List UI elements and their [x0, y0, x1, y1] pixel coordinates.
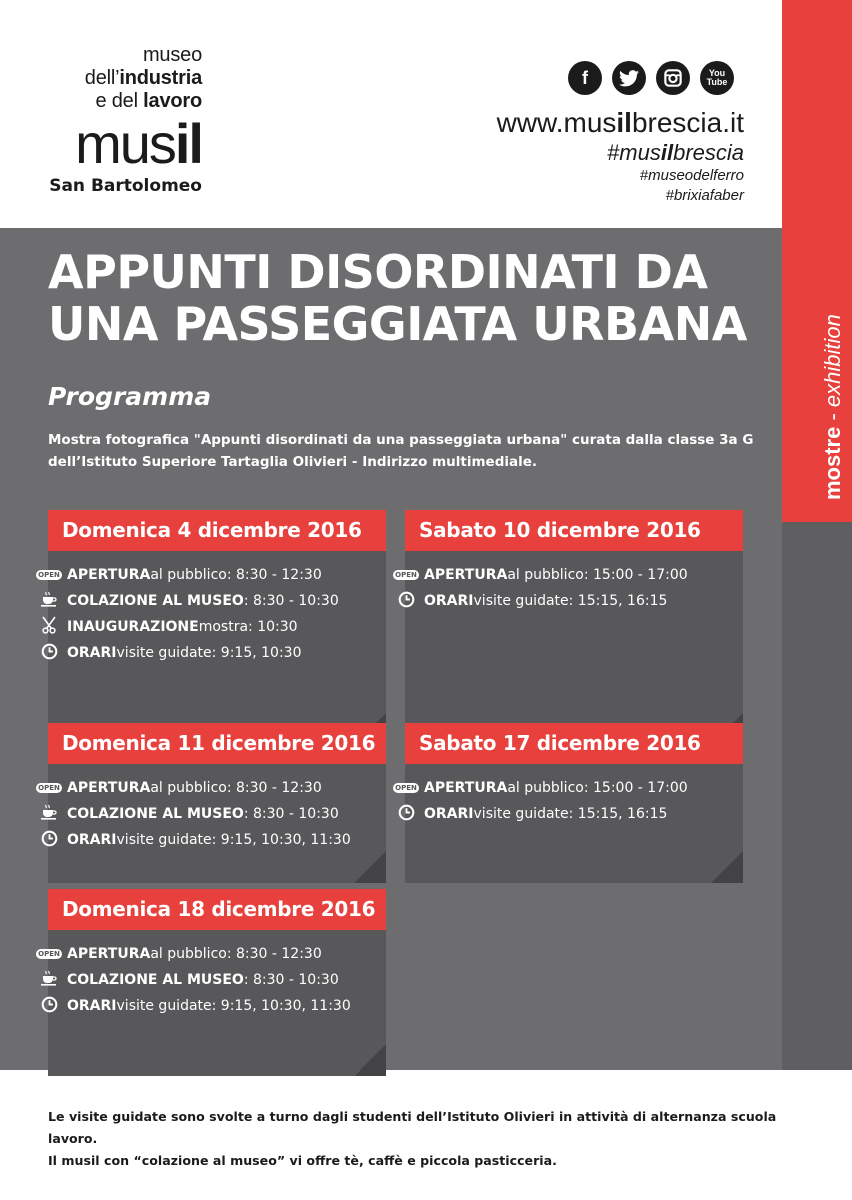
- title-line-1: APPUNTI DISORDINATI DA: [48, 245, 708, 299]
- schedule-item-label: ORARI: [424, 593, 474, 609]
- schedule-item: [38, 591, 339, 611]
- hashtag-part-1: #mus: [607, 140, 661, 165]
- scissors-icon: [38, 617, 60, 637]
- schedule-item: [38, 944, 322, 964]
- side-band-grey: [782, 522, 852, 1070]
- schedule-item-detail: al pubblico: 8:30 - 12:30: [150, 946, 322, 962]
- schedule-item-detail: al pubblico: 15:00 - 17:00: [507, 780, 688, 796]
- header: [0, 0, 782, 228]
- card-date: Domenica 4 dicembre 2016: [48, 510, 386, 551]
- website-url[interactable]: [497, 106, 744, 140]
- schedule-item-detail: al pubblico: 8:30 - 12:30: [150, 567, 322, 583]
- logo-line2-bold: industria: [119, 67, 202, 89]
- card-date: Sabato 17 dicembre 2016: [405, 723, 743, 764]
- open-icon: [38, 944, 60, 964]
- hashtag-musilbrescia: [497, 140, 744, 166]
- schedule-item-label: APERTURA: [424, 780, 508, 796]
- open-icon: [38, 565, 60, 585]
- clock-icon: [395, 591, 417, 611]
- logo-brand-prefix: mus: [75, 112, 175, 175]
- logo-brand-bold: il: [174, 112, 202, 175]
- programma-heading: Programma: [48, 382, 212, 411]
- schedule-item-label: INAUGURAZIONE: [67, 619, 199, 635]
- schedule-item: [38, 778, 322, 798]
- schedule-item-label: ORARI: [67, 832, 117, 848]
- clock-icon: [38, 643, 60, 663]
- url-part-1: www.mus: [496, 107, 617, 138]
- schedule-item-detail: visite guidate: 9:15, 10:30, 11:30: [116, 832, 351, 848]
- schedule-item-label: APERTURA: [67, 780, 151, 796]
- logo-line3-bold: lavoro: [143, 90, 202, 112]
- schedule-item-label: ORARI: [67, 998, 117, 1014]
- footer-line2-a: Il mus: [48, 1153, 91, 1168]
- schedule-item: [38, 970, 339, 990]
- band-label-exhibition: exhibition: [820, 314, 845, 408]
- logo-line-museo: museo: [142, 44, 202, 66]
- schedule-item-detail: visite guidate: 15:15, 16:15: [473, 593, 668, 609]
- clock-icon: [38, 996, 60, 1016]
- open-icon: [38, 778, 60, 798]
- title-line-2: UNA PASSEGGIATA URBANA: [48, 297, 747, 351]
- band-label-sep: -: [820, 407, 845, 427]
- schedule-item-label: ORARI: [424, 806, 474, 822]
- schedule-item: [38, 643, 302, 663]
- footer-line-2: [48, 1150, 808, 1172]
- schedule-item: [38, 617, 298, 637]
- logo-brand-musil: [40, 112, 202, 175]
- band-label-mostre: mostre: [820, 426, 845, 500]
- footer-line2-b: il: [90, 1153, 100, 1168]
- schedule-item: [395, 565, 688, 585]
- instagram-icon[interactable]: [656, 61, 690, 95]
- footer-line-1: Le visite guidate sono svolte a turno dagli studenti dell’Istituto Olivieri in attività di alternanza scuola lavoro.: [48, 1109, 777, 1146]
- description-line-2: dell’Istituto Superiore Tartaglia Olivieri - Indirizzo multimediale.: [48, 454, 538, 470]
- open-icon-text: OPEN: [38, 784, 60, 792]
- facebook-glyph: f: [582, 67, 588, 88]
- side-band-label: [820, 314, 846, 500]
- footer-line2-c: con “colazione al museo” vi offre tè, caffè e piccola pasticceria.: [99, 1153, 557, 1168]
- schedule-item-label: APERTURA: [424, 567, 508, 583]
- url-part-2: il: [616, 107, 632, 138]
- description-line-1: Mostra fotografica "Appunti disordinati da una passeggiata urbana" curata dalla classe 3a G: [48, 432, 754, 448]
- schedule-item: [395, 591, 667, 611]
- open-icon: [395, 565, 417, 585]
- youtube-text-1: You: [708, 68, 726, 78]
- social-links: [568, 61, 734, 95]
- coffee-icon: [38, 591, 60, 611]
- coffee-icon: [38, 970, 60, 990]
- schedule-item-detail: : 8:30 - 10:30: [243, 972, 339, 988]
- card-date: Domenica 18 dicembre 2016: [48, 889, 386, 930]
- exhibition-description: [48, 429, 758, 473]
- exhibition-title: [48, 246, 747, 350]
- open-icon: [395, 778, 417, 798]
- logo-line3-prefix: e del: [95, 90, 144, 112]
- hashtag-part-2: il: [660, 140, 674, 165]
- logo-line-lavoro: [40, 90, 202, 113]
- schedule-item-detail: al pubblico: 15:00 - 17:00: [507, 567, 688, 583]
- schedule-item: [38, 830, 351, 850]
- schedule-item-label: APERTURA: [67, 567, 151, 583]
- card-date: Sabato 10 dicembre 2016: [405, 510, 743, 551]
- youtube-text-2: Tube: [706, 77, 728, 87]
- card-date: Domenica 11 dicembre 2016: [48, 723, 386, 764]
- url-part-3: brescia.it: [631, 107, 744, 138]
- youtube-icon[interactable]: [700, 61, 734, 95]
- clock-icon: [38, 830, 60, 850]
- site-info: [497, 106, 744, 206]
- schedule-item: [38, 565, 322, 585]
- schedule-item-label: COLAZIONE AL MUSEO: [67, 806, 244, 822]
- coffee-icon: [38, 804, 60, 824]
- schedule-item-label: COLAZIONE AL MUSEO: [67, 972, 244, 988]
- schedule-item-detail: visite guidate: 15:15, 16:15: [473, 806, 668, 822]
- hashtag-museodelferro: #museodelferro: [639, 167, 744, 184]
- facebook-icon[interactable]: [568, 61, 602, 95]
- schedule-item: [395, 778, 688, 798]
- logo-location: San Bartolomeo: [49, 176, 202, 196]
- schedule-item-detail: visite guidate: 9:15, 10:30, 11:30: [116, 998, 351, 1014]
- logo-line-industria: [40, 67, 202, 90]
- schedule-item-label: COLAZIONE AL MUSEO: [67, 593, 244, 609]
- schedule-item-detail: : 8:30 - 10:30: [243, 806, 339, 822]
- open-icon-text: OPEN: [395, 571, 417, 579]
- schedule-item-detail: mostra: 10:30: [198, 619, 298, 635]
- twitter-icon[interactable]: [612, 61, 646, 95]
- footer-note: [48, 1106, 808, 1172]
- schedule-item-label: ORARI: [67, 645, 117, 661]
- museum-logo[interactable]: [40, 44, 202, 197]
- schedule-item: [395, 804, 667, 824]
- schedule-item-detail: al pubblico: 8:30 - 12:30: [150, 780, 322, 796]
- logo-line2-prefix: dell’: [84, 67, 120, 89]
- schedule-item: [38, 996, 351, 1016]
- hashtag-brixiafaber: #brixiafaber: [665, 187, 744, 204]
- open-icon-text: OPEN: [395, 784, 417, 792]
- schedule-item-label: APERTURA: [67, 946, 151, 962]
- schedule-item-detail: visite guidate: 9:15, 10:30: [116, 645, 302, 661]
- schedule-item-detail: : 8:30 - 10:30: [243, 593, 339, 609]
- open-icon-text: OPEN: [38, 950, 60, 958]
- schedule-item: [38, 804, 339, 824]
- open-icon-text: OPEN: [38, 571, 60, 579]
- hashtag-part-3: brescia: [673, 140, 744, 165]
- clock-icon: [395, 804, 417, 824]
